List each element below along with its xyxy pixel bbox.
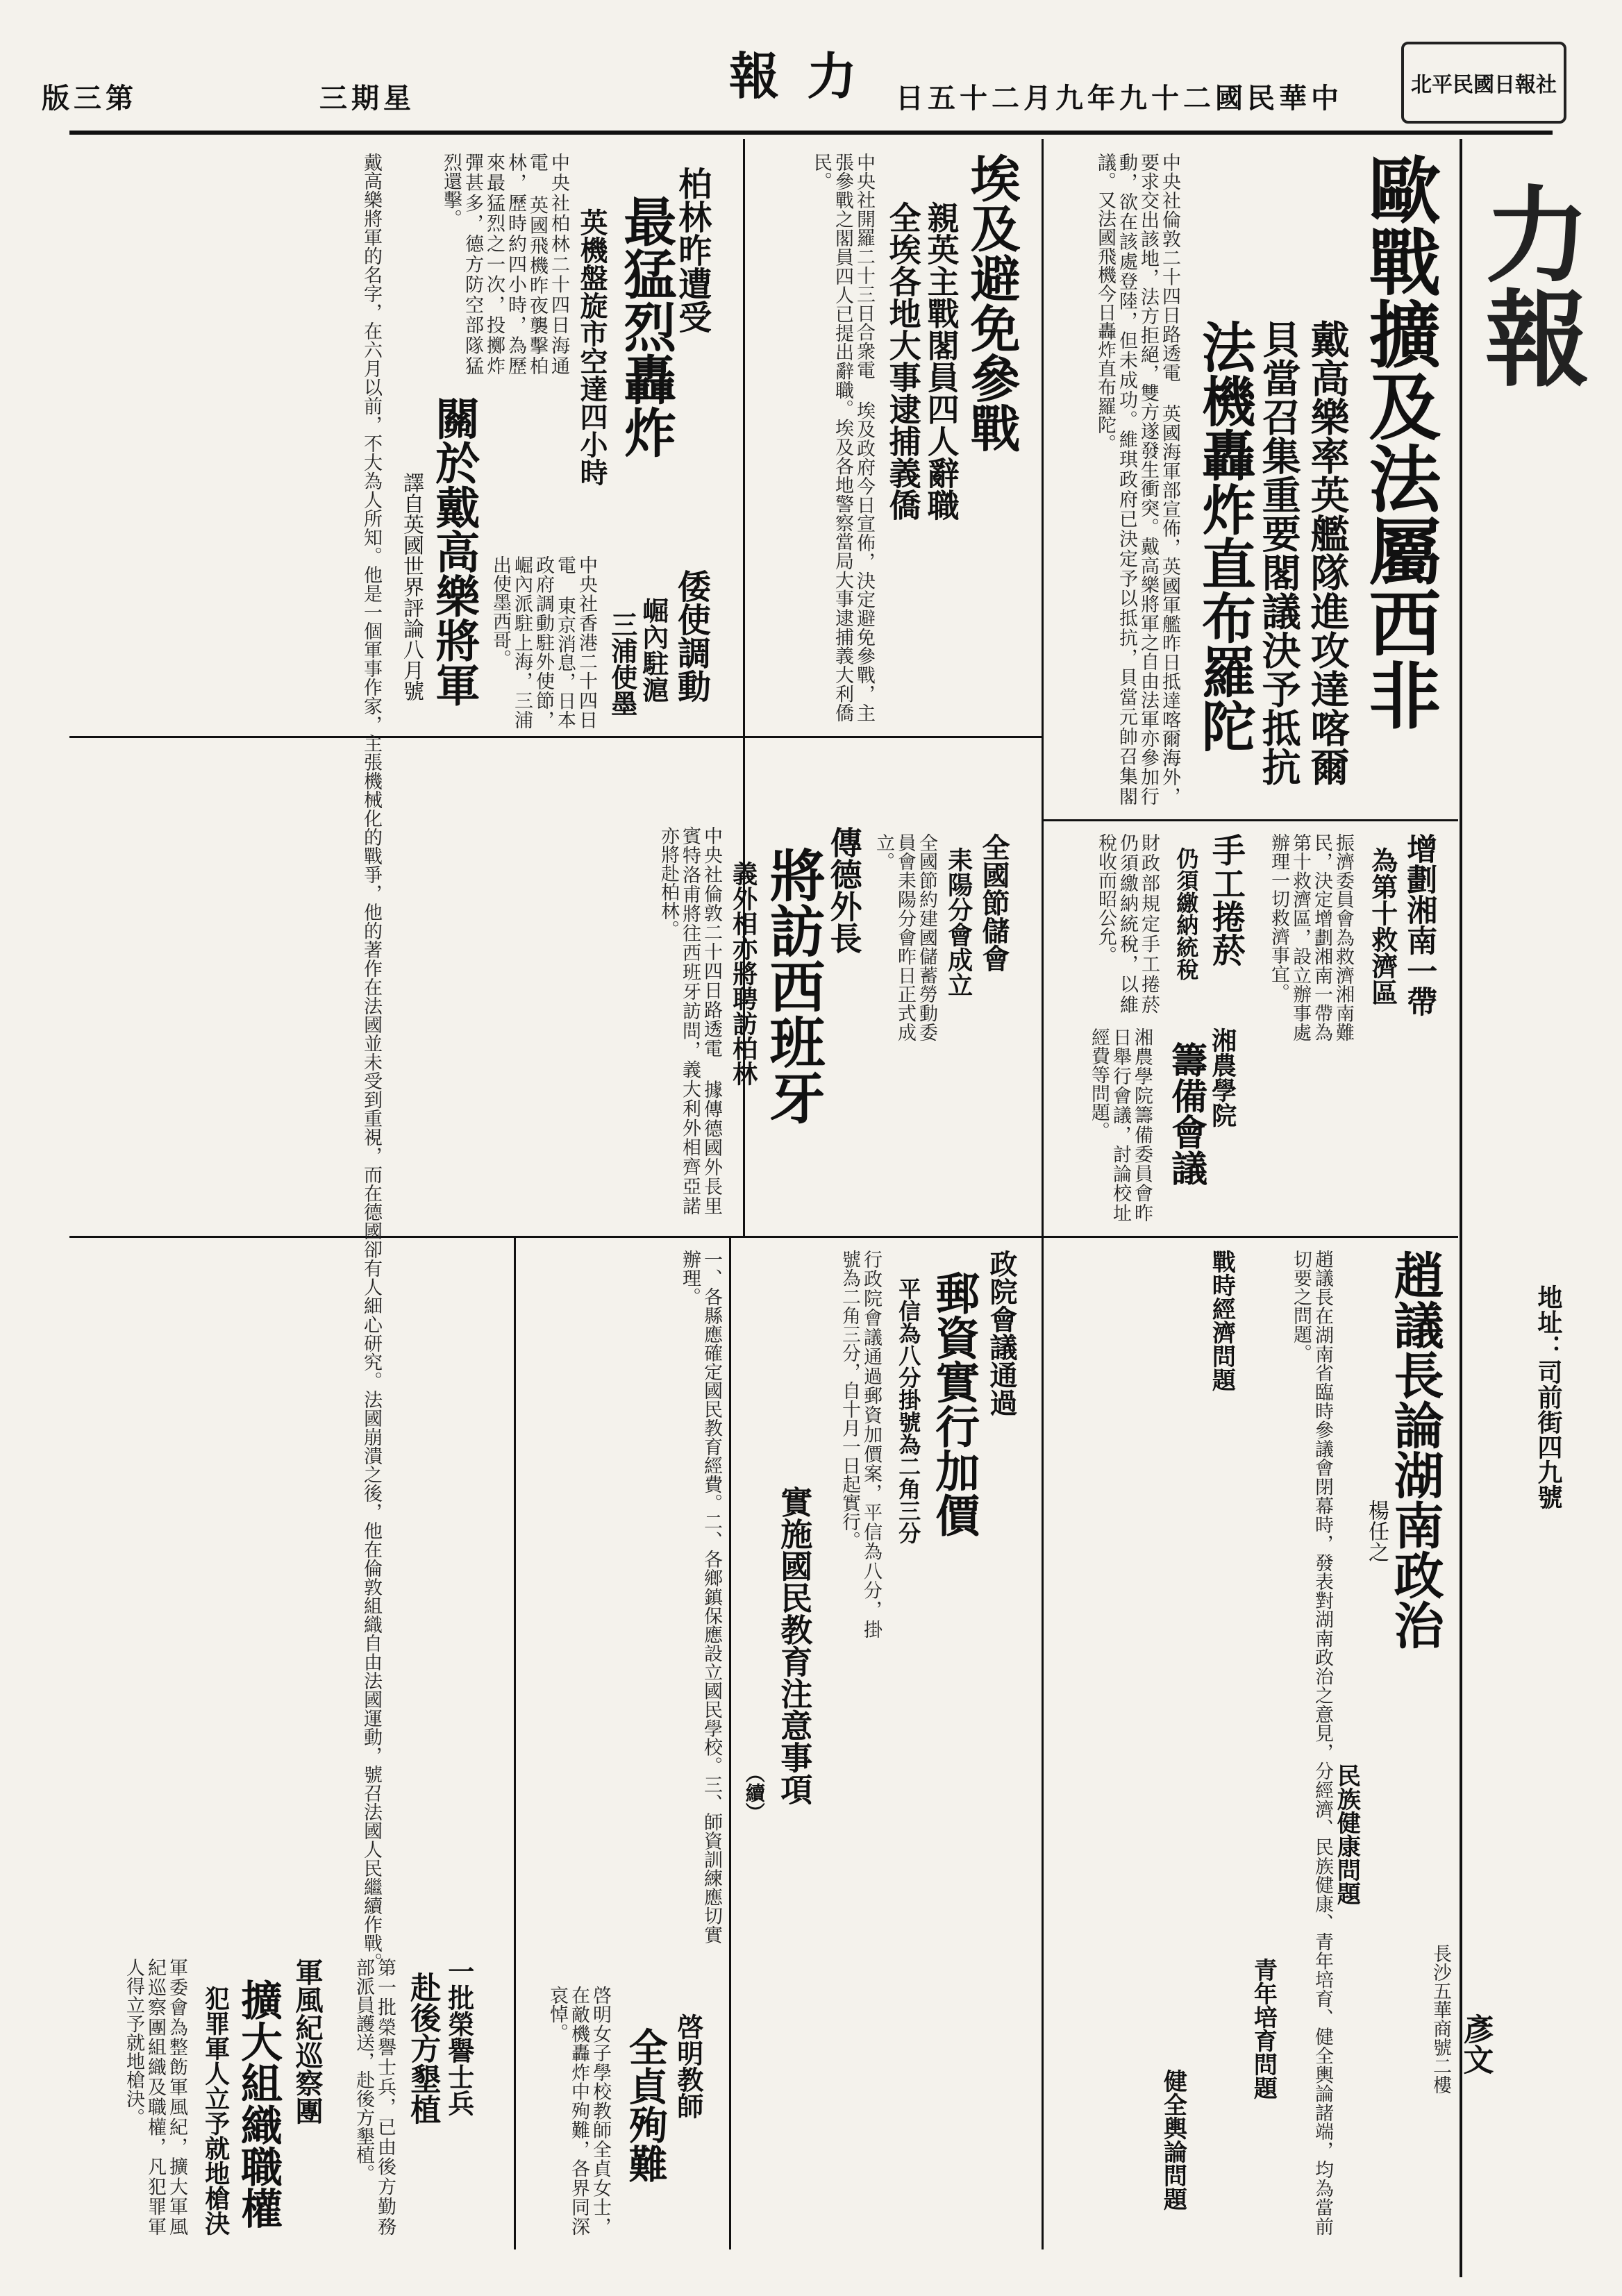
discipline-headline-top: 軍風紀巡察團 [291,1958,324,2125]
post-headline-top: 政院會議通過 [985,1250,1018,1416]
masthead: 報力 [729,47,885,106]
hunan-politics-subhead: 健全輿論問題 [1159,2069,1187,2211]
post-subhead: 平信為八分掛號為二角三分 [895,1277,922,1544]
education-body: 一、各縣應確定國民教育經費。二、各鄉鎮保應設立國民學校。三、師資訓練應切實辦理。 [679,1250,722,1944]
egypt-subhead: 親英主戰閣員四人辭職 [922,201,960,521]
page-number: 版三第 [42,82,137,115]
divider [1042,139,1044,1236]
spain-subhead: 義外相亦將聘訪柏林 [728,861,758,1086]
education-note: （續） [742,1763,766,1822]
spain-headline-top: 傳德外長 [825,826,863,954]
ad-address: 長沙五華商號二樓 [1430,1944,1451,2094]
agri-body: 湘農學院籌備委員會昨日舉行會議，討論校址經費等問題。 [1088,1028,1153,1222]
hunan-relief-headline: 增劃湘南一帶 [1401,833,1437,1016]
reserve-subhead: 耒陽分會成立 [944,847,973,997]
ad-name: 彥文 [1457,2013,1494,2075]
reserve-body: 全國節約建國儲蓄勞動委員會耒陽分會昨日正式成立。 [873,833,937,1041]
japan-subhead: 三浦使墨 [606,611,638,717]
degaulle-headline: 關於戴高樂將軍 [428,396,480,707]
date-line: 日五十二月九年九十二國民華中 [896,82,1343,115]
soldiers-headline-top: 一批榮譽士兵 [443,1958,475,2116]
handroll-headline: 手工捲菸 [1206,833,1246,966]
japan-subhead: 崛內駐滬 [637,597,669,703]
teacher-body: 啓明女子學校教師全貞女士，在敵機轟炸中殉難，各界同深哀悼。 [546,1986,611,2236]
lead-body: 中央社倫敦二十四日路透電 英國海軍部宣佈，英國軍艦昨日抵達喀爾海外，要求交出該地，法方拒絕，雙方遂發生衝突。戴高樂將軍之自由法軍亦參加行動，欲在該處登陸，但未成功。維琪政府已決定予以抵抗，貝當元帥召集閣議。又法國飛機今日轟炸直布羅陀。 [1094,153,1180,805]
post-body: 行政院會議通過郵資加價案，平信為八分，掛號為二角三分，自十月一日起實行。 [839,1250,882,1639]
nameplate-title: 力報 [1467,181,1589,389]
lead-headline: 歐戰擴及法屬西非 [1356,153,1442,730]
spain-body: 中央社倫敦二十四日路透電 據傳德國外長里賓特洛甫將往西班牙訪問，義大利外相齊亞諾亦將赴柏林。 [658,826,722,1215]
discipline-headline: 擴大組織職權 [234,1979,283,2229]
agri-headline-top: 湘農學院 [1207,1028,1237,1128]
agri-headline: 籌備會議 [1164,1041,1207,1186]
hunan-politics-byline: 楊任之 [1364,1500,1389,1562]
lead-subhead: 法機轟炸直布羅陀 [1192,319,1256,753]
teacher-headline-top: 啓明教師 [672,2013,704,2119]
hunan-relief-subhead: 為第十救濟區 [1366,847,1398,1005]
hunan-politics-subhead: 青年培育問題 [1249,1958,1278,2100]
spain-headline: 將訪西班牙 [760,847,826,1125]
berlin-body: 中央社柏林二十四日海通電 英國飛機昨夜襲擊柏林，歷時約四小時，為歷來最猛烈之一次，投擲炸彈甚多，德方防空部隊猛烈還擊。 [440,153,569,375]
divider [1042,1236,1044,2249]
post-headline: 郵資實行加價 [928,1271,980,1537]
berlin-headline: 最猛烈轟炸 [614,194,677,458]
nameplate-address: 地址：司前街四九號 [1534,1284,1563,1509]
lead-subhead: 戴高樂率英艦隊進攻達喀爾 [1304,319,1351,786]
hunan-politics-headline: 趙議長論湖南政治 [1385,1250,1445,1650]
egypt-subhead: 全埃各地大事逮捕義僑 [884,201,922,521]
weekday: 三期星 [319,82,415,115]
nameplate [1457,139,1594,2277]
library-stamp: 北平民國日報社 [1401,42,1566,124]
egypt-body: 中央社開羅二十三日合衆電 埃及政府今日宣佈，決定避免參戰，主張參戰之閣員四人已提出辭職。埃及各地警察當局大事逮捕義大利僑民。 [810,153,875,722]
reserve-headline: 全國節儲會 [978,833,1010,972]
divider [514,1236,516,2249]
header-rule [69,131,1553,135]
degaulle-body: 戴高樂將軍的名字，在六月以前，不大為人所知。他是一個軍事作家，主張機械化的戰爭，他的著作在法國並未受到重視，而在德國卻有人細心研究。法國崩潰之後，他在倫敦組織自由法國運動，號召法國人民繼續作戰。 [360,153,382,1971]
hunan-politics-subhead: 戰時經濟問題 [1207,1250,1236,1391]
lead-subhead: 貝當召集重要閣議決予抵抗 [1255,319,1302,786]
soldiers-headline: 赴後方墾植 [405,1972,441,2125]
degaulle-byline: 譯自英國世界評論八月號 [399,472,424,701]
handroll-body: 財政部規定手工捲菸仍須繳納統稅，以維稅收而昭公允。 [1095,833,1160,1014]
hunan-relief-body: 振濟委員會為救濟湘南難民，決定增劃湘南一帶為第十救濟區，設立辦事處辦理一切救濟事宜。 [1268,833,1354,1041]
berlin-headline-top: 柏林昨遭受 [672,167,712,333]
berlin-subhead: 英機盤旋市空達四小時 [576,208,608,486]
egypt-headline: 埃及避免參戰 [962,153,1021,453]
newspaper-page [28,28,1594,2268]
discipline-subhead: 犯罪軍人立予就地槍決 [201,1986,231,2236]
teacher-headline: 全貞殉難 [622,2027,669,2183]
education-headline: 實施國民教育注意事項 [776,1486,814,1805]
hunan-politics-body: 趙議長在湖南省臨時參議會閉幕時，發表對湖南政治之意見，分經濟、民族健康、青年培育、健全輿論諸端，均為當前切要之問題。 [1290,1250,1333,2236]
japan-body: 中央社香港二十四日電 東京消息，日本政府調動駐外使節，崛內派駐上海，三浦出使墨西哥。 [490,555,597,729]
hunan-politics-subhead: 民族健康問題 [1332,1763,1361,1905]
japan-headline: 倭使調動 [671,569,711,703]
divider [729,1236,731,2249]
handroll-subhead: 仍須繳納統稅 [1173,847,1200,980]
soldiers-body: 第一批榮譽士兵，已由後方勤務部派員護送，赴後方墾植。 [353,1958,396,2236]
discipline-body: 軍委會為整飭軍風紀，擴大軍風紀巡察團組織及職權，凡犯罪軍人得立予就地槍決。 [123,1958,187,2236]
